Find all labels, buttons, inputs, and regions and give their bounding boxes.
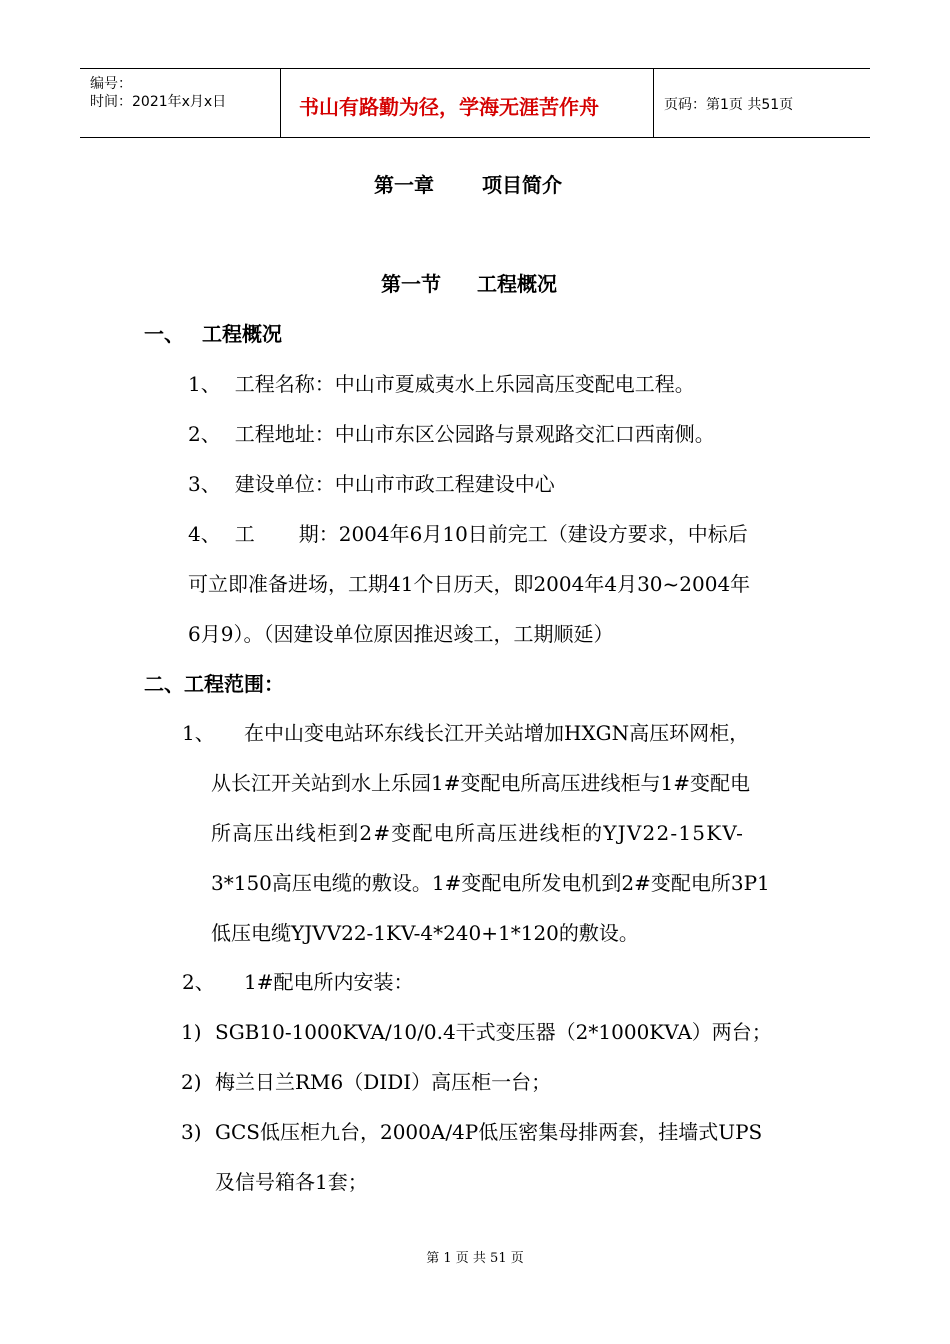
header-info-cell (80, 69, 281, 137)
list-item: 4、 工 期：2004年6月10日前完工（建设方要求，中标后 (188, 522, 748, 546)
sub-item-number: 3) (181, 1120, 202, 1144)
page-number-label: 页码：第1页 共51页 (664, 97, 794, 113)
motto-text: 书山有路勤为径，学海无涯苦作舟 (299, 95, 599, 119)
number-label: 编号： (90, 76, 132, 92)
chapter-title: 第一章 项目简介 (374, 173, 562, 197)
sub-item-number: 2) (181, 1070, 202, 1094)
sub-item: 梅兰日兰RM6（DIDI）高压柜一台； (215, 1070, 552, 1094)
list-item-continuation: 低压电缆YJVV22-1KV-4*240+1*120的敷设。 (211, 921, 639, 945)
part2-heading: 二、工程范围： (144, 672, 284, 696)
list-item: 3、 建设单位：中山市市政工程建设中心 (188, 472, 555, 496)
list-item-continuation: 所高压出线柜到2#变配电所高压进线柜的YJV22-15KV- (211, 821, 745, 845)
list-item-number: 2、 (182, 970, 215, 994)
sub-item-number: 1) (181, 1020, 202, 1044)
list-item: 1、 工程名称：中山市夏威夷水上乐园高压变配电工程。 (188, 372, 695, 396)
list-item: 1#配电所内安装： (244, 970, 414, 994)
sub-item-continuation: 及信号箱各1套； (215, 1170, 368, 1194)
list-item-continuation: 从长江开关站到水上乐园1#变配电所高压进线柜与1#变配电 (211, 771, 750, 795)
list-item-continuation: 3*150高压电缆的敷设。1#变配电所发电机到2#变配电所3P1 (211, 871, 770, 895)
section-title: 第一节 工程概况 (381, 272, 557, 296)
list-item: 在中山变电站环东线长江开关站增加HXGN高压环网柜， (244, 721, 750, 745)
list-item: 2、 工程地址：中山市东区公园路与景观路交汇口西南侧。 (188, 422, 715, 446)
header-motto-cell (281, 69, 654, 137)
list-item-number: 1、 (182, 721, 215, 745)
page-footer: 第 1 页 共 51 页 (426, 1251, 524, 1266)
sub-item: SGB10-1000KVA/10/0.4干式变压器（2*1000KVA）两台； (215, 1020, 772, 1044)
header-page-cell (654, 69, 870, 137)
list-item-continuation: 6月9）。（因建设单位原因推迟竣工，工期顺延） (188, 622, 614, 646)
part1-heading: 一、 工程概况 (144, 322, 282, 346)
time-label: 时间：2021年x月x日 (90, 94, 227, 110)
sub-item: GCS低压柜九台，2000A/4P低压密集母排两套，挂墙式UPS (215, 1120, 763, 1144)
page-header (80, 68, 870, 138)
list-item-continuation: 可立即准备进场，工期41个日历天，即2004年4月30~2004年 (188, 572, 751, 596)
